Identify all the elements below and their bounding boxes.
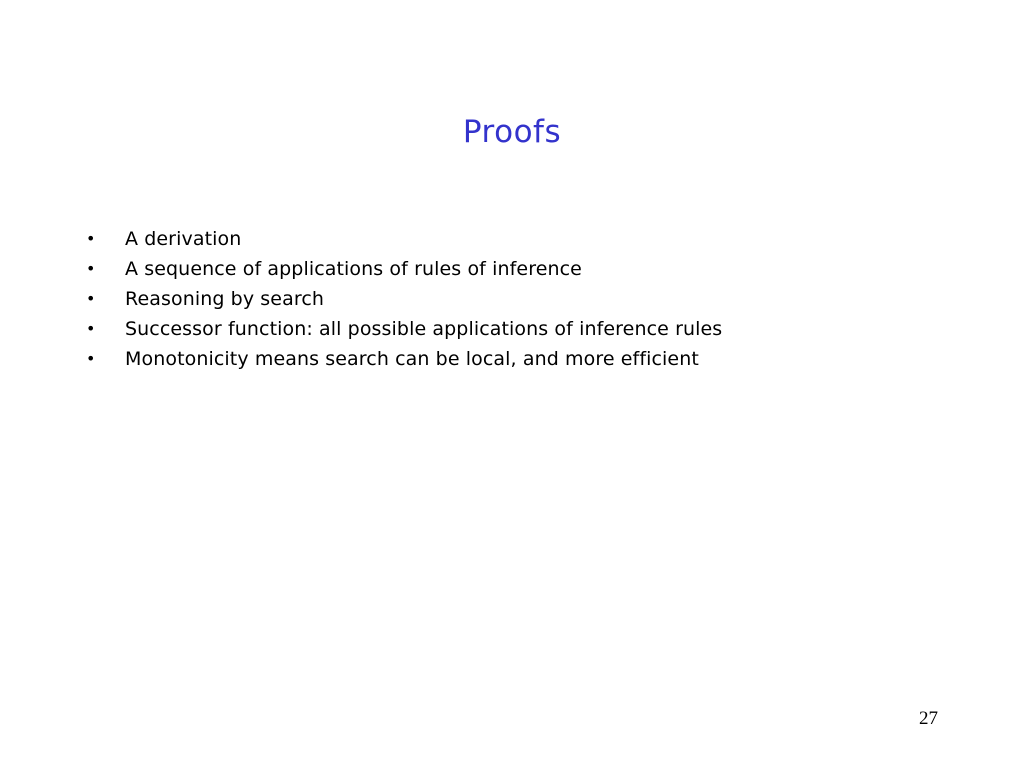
bullet-item (86, 254, 966, 284)
bullet-text: Monotonicity means search can be local, and more efficient (125, 348, 699, 370)
bullet-text: A sequence of applications of rules of inference (125, 258, 582, 280)
bullet-text: Reasoning by search (125, 288, 325, 310)
bullet-icon: • (86, 319, 96, 338)
bullet-icon: • (86, 259, 96, 278)
bullet-list (86, 224, 966, 374)
bullet-text: A derivation (125, 228, 242, 250)
bullet-icon: • (86, 289, 96, 308)
bullet-item (86, 284, 966, 314)
bullet-item (86, 224, 966, 254)
page-number: 27 (919, 708, 938, 729)
bullet-item (86, 314, 966, 344)
bullet-icon: • (86, 229, 96, 248)
bullet-item (86, 344, 966, 374)
slide-title: Proofs (462, 114, 562, 150)
bullet-text: Successor function: all possible applications of inference rules (125, 318, 723, 340)
bullet-icon: • (86, 349, 96, 368)
